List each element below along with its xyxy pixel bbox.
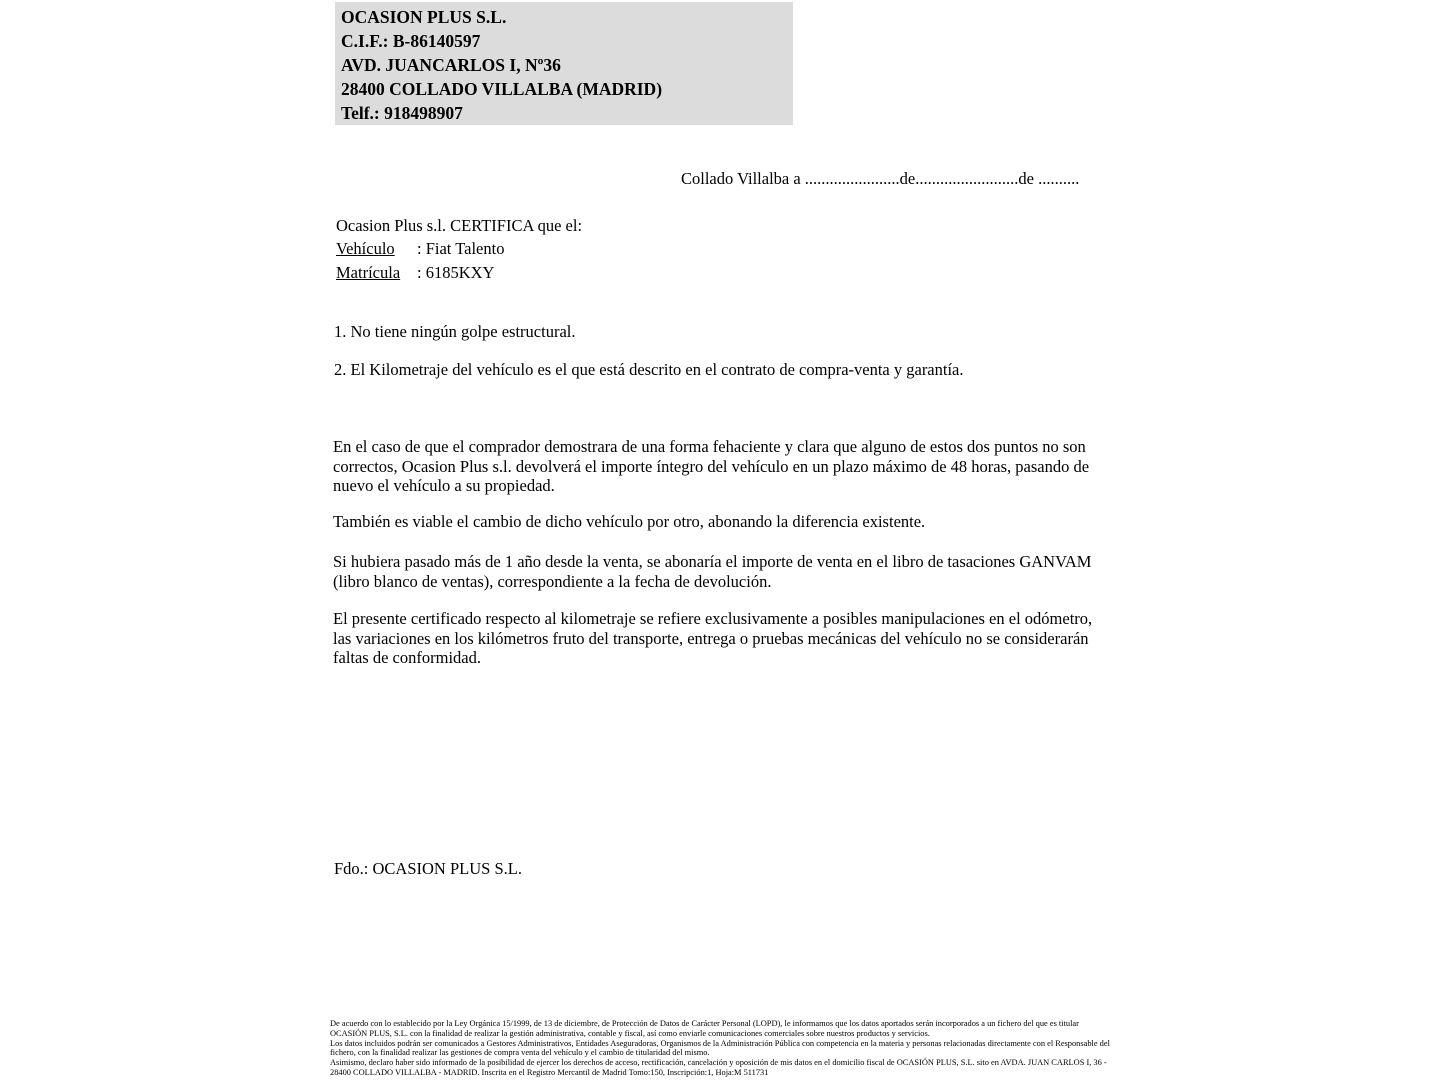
company-address: AVD. JUANCARLOS I, Nº36 xyxy=(341,55,561,75)
legal-paragraph-data-sharing: Los datos incluidos podrán ser comunicados a Gestores Administrativos, Entidades Aseguradoras, Organismos de la Administración Pública con competencia en la materia y personas relacionadas directamente con el Responsable del fichero, con la finalidad realizar las gestiones de compra venta del vehículo y el cambio de titularidad del mismo. xyxy=(330,1038,1110,1058)
legal-paragraph-lopd: De acuerdo con lo establecido por la Ley Orgánica 15/1999, de 13 de diciembre, de Protección de Datos de Carácter Personal (LOPD), le informamos que los datos aportados serán incorporados a un fichero del que es titular OCASIÓN PLUS, S.L. con la finalidad de realizar la gestión administrativa, contable y fiscal, así como enviarle comunicaciones comerciales sobre nuestros productos y servicios. xyxy=(330,1019,1079,1038)
plate-label: Matrícula xyxy=(336,262,401,282)
body-paragraph-exchange: También es viable el cambio de dicho vehículo por otro, abonando la diferencia existente. xyxy=(333,512,926,531)
vehicle-label: Vehículo xyxy=(336,239,395,259)
vehicle-row xyxy=(336,237,582,260)
certify-intro: Ocasion Plus s.l. CERTIFICA que el: xyxy=(336,216,583,235)
company-cif: C.I.F.: B-86140597 xyxy=(341,31,481,51)
certify-point-2: 2. El Kilometraje del vehículo es el que está descrito en el contrato de compra-venta y garantía. xyxy=(334,360,964,379)
body-paragraph-odometer: El presente certificado respecto al kilometraje se refiere exclusivamente a posibles manipulaciones en el odómetro, las variaciones en los kilómetros fruto del transporte, entrega o pruebas mecánicas del vehículo no se considerarán faltas de conformidad. xyxy=(333,609,1093,667)
company-phone: Telf.: 918498907 xyxy=(341,103,463,123)
legal-fine-print xyxy=(330,1019,1112,1078)
plate-value: : 6185KXY xyxy=(417,262,495,282)
company-name: OCASION PLUS S.L. xyxy=(341,7,507,27)
company-city: 28400 COLLADO VILLALBA (MADRID) xyxy=(341,79,663,99)
date-line: Collado Villalba a .......................de.........................de .......... xyxy=(681,169,1080,188)
body-paragraph-refund: En el caso de que el comprador demostrara de una forma fehaciente y clara que alguno de estos dos puntos no son correctos, Ocasion Plus s.l. devolverá el importe íntegro del vehículo en un plazo máximo de 48 horas, pasando de nuevo el vehículo a su propiedad. xyxy=(333,437,1090,495)
certify-point-1: 1. No tiene ningún golpe estructural. xyxy=(334,322,576,341)
signature-line: Fdo.: OCASION PLUS S.L. xyxy=(334,859,522,878)
certify-block xyxy=(336,214,582,284)
plate-row xyxy=(336,261,582,284)
body-paragraph-ganvam: Si hubiera pasado más de 1 año desde la venta, se abonaría el importe de venta en el libro de tasaciones GANVAM (libro blanco de ventas), correspondiente a la fecha de devolución. xyxy=(333,552,1092,591)
vehicle-value: : Fiat Talento xyxy=(417,239,505,259)
legal-paragraph-rights: Asimismo, declaro haber sido informado de la posibilidad de ejercer los derechos de acceso, rectificación, cancelación y oposición de mis datos en el domicilio fiscal de OCASIÓN PLUS, S.L. sito en AVDA. JUAN CARLOS I, 36 - 28400 COLLADO VILLALBA - MADRID. Inscrita en el Registro Mercantil de Madrid Tomo:150, Inscripción:1, Hoja:M 511731 xyxy=(330,1058,1107,1077)
company-header-box xyxy=(335,2,793,125)
